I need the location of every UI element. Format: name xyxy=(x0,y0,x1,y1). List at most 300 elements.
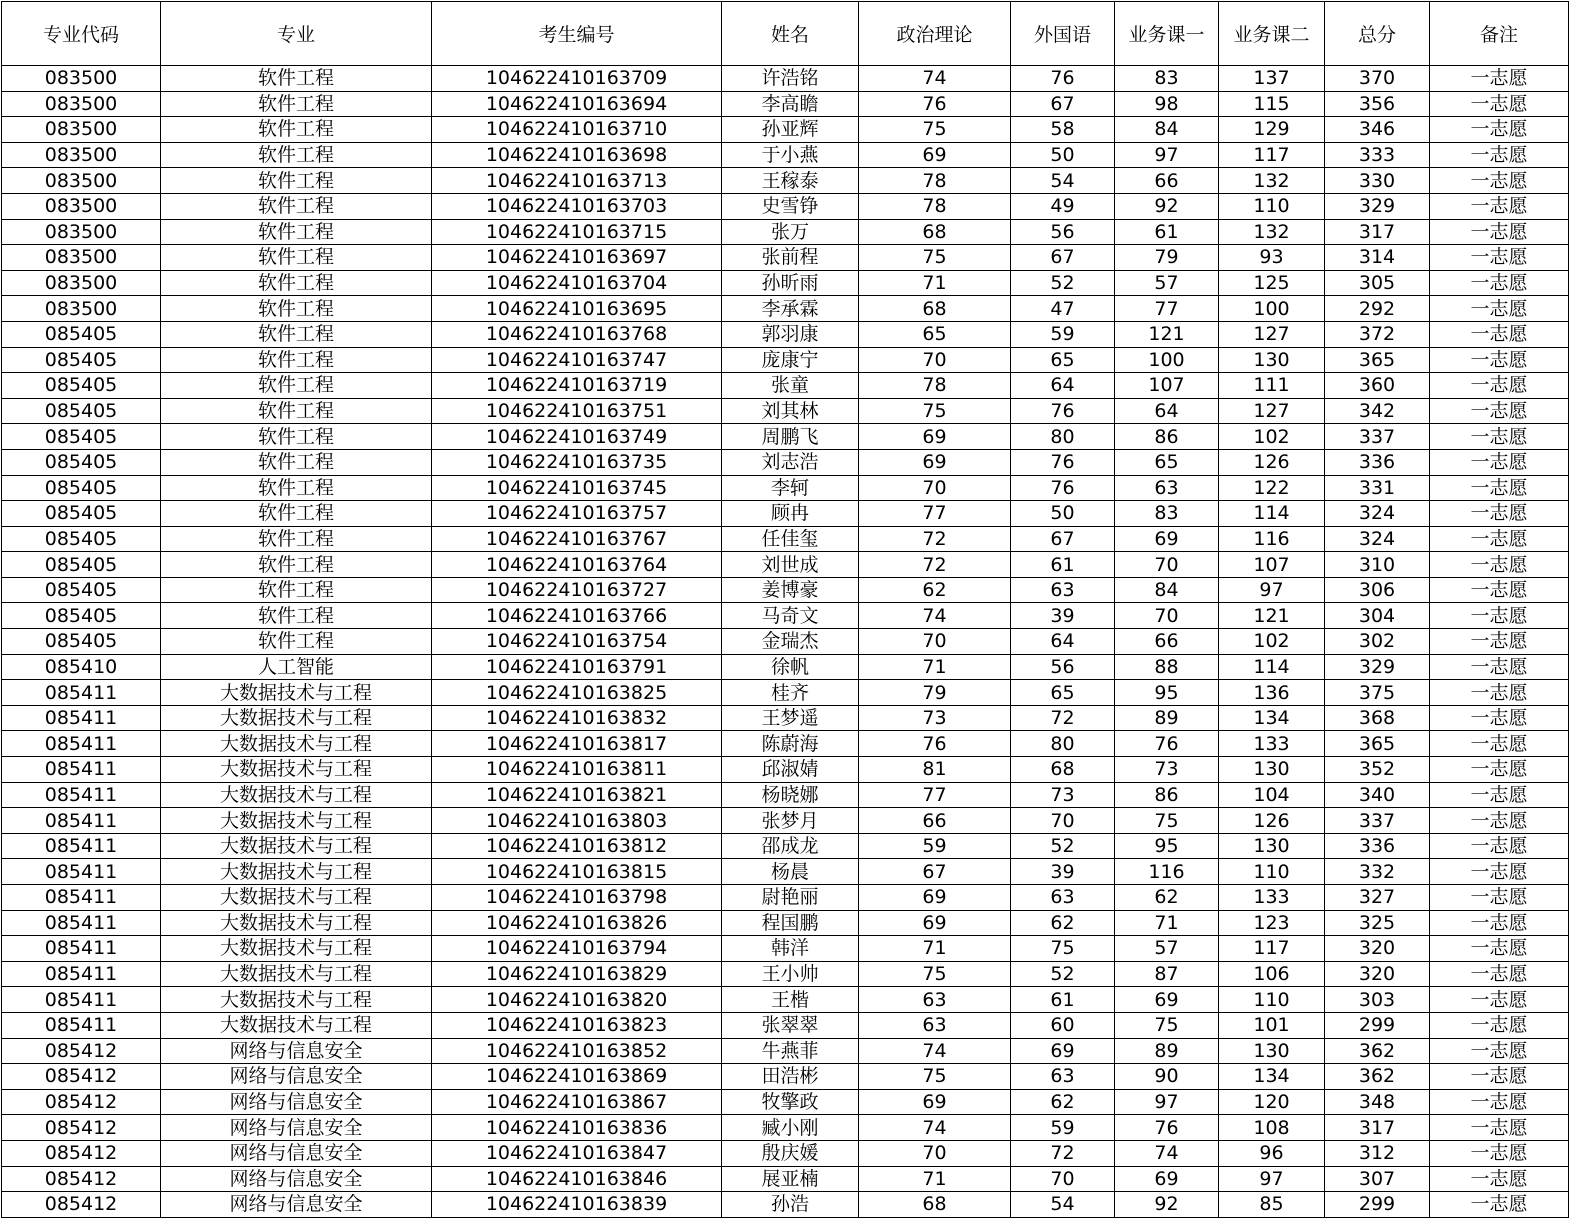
header-name: 姓名 xyxy=(722,2,859,66)
candidate-id-cell: 104622410163767 xyxy=(432,526,722,552)
major-cell: 大数据技术与工程 xyxy=(161,705,432,731)
remarks-cell: 一志愿 xyxy=(1430,936,1569,962)
subject-two-score-cell: 114 xyxy=(1219,654,1325,680)
total-score-cell: 324 xyxy=(1325,501,1430,527)
politics-score-cell: 68 xyxy=(859,296,1011,322)
subject-two-score-cell: 130 xyxy=(1219,1038,1325,1064)
politics-score-cell: 70 xyxy=(859,1140,1011,1166)
politics-score-cell: 76 xyxy=(859,731,1011,757)
subject-two-score-cell: 117 xyxy=(1219,936,1325,962)
subject-one-score-cell: 57 xyxy=(1115,270,1219,296)
major-code-cell: 083500 xyxy=(2,270,161,296)
candidate-id-cell: 104622410163812 xyxy=(432,833,722,859)
name-cell: 徐帆 xyxy=(722,654,859,680)
candidate-id-cell: 104622410163839 xyxy=(432,1192,722,1218)
politics-score-cell: 69 xyxy=(859,910,1011,936)
major-cell: 大数据技术与工程 xyxy=(161,859,432,885)
subject-two-score-cell: 108 xyxy=(1219,1115,1325,1141)
major-cell: 大数据技术与工程 xyxy=(161,885,432,911)
table-row xyxy=(2,603,1569,629)
major-code-cell: 085412 xyxy=(2,1115,161,1141)
name-cell: 郭羽康 xyxy=(722,321,859,347)
remarks-cell: 一志愿 xyxy=(1430,885,1569,911)
name-cell: 金瑞杰 xyxy=(722,629,859,655)
subject-two-score-cell: 100 xyxy=(1219,296,1325,322)
table-row xyxy=(2,1115,1569,1141)
major-code-cell: 083500 xyxy=(2,117,161,143)
total-score-cell: 324 xyxy=(1325,526,1430,552)
table-row xyxy=(2,782,1569,808)
name-cell: 许浩铭 xyxy=(722,66,859,92)
name-cell: 邵成龙 xyxy=(722,833,859,859)
subject-two-score-cell: 97 xyxy=(1219,1166,1325,1192)
subject-two-score-cell: 104 xyxy=(1219,782,1325,808)
table-row xyxy=(2,552,1569,578)
remarks-cell: 一志愿 xyxy=(1430,833,1569,859)
remarks-cell: 一志愿 xyxy=(1430,526,1569,552)
major-cell: 网络与信息安全 xyxy=(161,1089,432,1115)
candidate-id-cell: 104622410163820 xyxy=(432,987,722,1013)
remarks-cell: 一志愿 xyxy=(1430,1115,1569,1141)
name-cell: 任佳玺 xyxy=(722,526,859,552)
subject-one-score-cell: 76 xyxy=(1115,731,1219,757)
header-remarks: 备注 xyxy=(1430,2,1569,66)
table-row xyxy=(2,885,1569,911)
remarks-cell: 一志愿 xyxy=(1430,449,1569,475)
major-code-cell: 085412 xyxy=(2,1192,161,1218)
name-cell: 杨晨 xyxy=(722,859,859,885)
politics-score-cell: 78 xyxy=(859,193,1011,219)
name-cell: 韩洋 xyxy=(722,936,859,962)
politics-score-cell: 71 xyxy=(859,654,1011,680)
name-cell: 李轲 xyxy=(722,475,859,501)
subject-one-score-cell: 83 xyxy=(1115,66,1219,92)
remarks-cell: 一志愿 xyxy=(1430,680,1569,706)
candidate-id-cell: 104622410163764 xyxy=(432,552,722,578)
subject-two-score-cell: 133 xyxy=(1219,885,1325,911)
subject-one-score-cell: 66 xyxy=(1115,168,1219,194)
name-cell: 展亚楠 xyxy=(722,1166,859,1192)
subject-two-score-cell: 130 xyxy=(1219,347,1325,373)
subject-one-score-cell: 65 xyxy=(1115,449,1219,475)
politics-score-cell: 63 xyxy=(859,1012,1011,1038)
total-score-cell: 336 xyxy=(1325,449,1430,475)
subject-one-score-cell: 61 xyxy=(1115,219,1219,245)
major-code-cell: 085405 xyxy=(2,373,161,399)
candidate-id-cell: 104622410163826 xyxy=(432,910,722,936)
total-score-cell: 303 xyxy=(1325,987,1430,1013)
major-cell: 软件工程 xyxy=(161,501,432,527)
major-code-cell: 083500 xyxy=(2,142,161,168)
remarks-cell: 一志愿 xyxy=(1430,1064,1569,1090)
foreign-language-score-cell: 61 xyxy=(1011,987,1115,1013)
major-code-cell: 083500 xyxy=(2,91,161,117)
remarks-cell: 一志愿 xyxy=(1430,168,1569,194)
table-row xyxy=(2,629,1569,655)
major-cell: 软件工程 xyxy=(161,373,432,399)
name-cell: 王小帅 xyxy=(722,961,859,987)
candidate-id-cell: 104622410163704 xyxy=(432,270,722,296)
total-score-cell: 370 xyxy=(1325,66,1430,92)
candidate-id-cell: 104622410163867 xyxy=(432,1089,722,1115)
politics-score-cell: 69 xyxy=(859,449,1011,475)
candidate-id-cell: 104622410163846 xyxy=(432,1166,722,1192)
subject-two-score-cell: 111 xyxy=(1219,373,1325,399)
candidate-id-cell: 104622410163825 xyxy=(432,680,722,706)
subject-one-score-cell: 100 xyxy=(1115,347,1219,373)
table-row xyxy=(2,910,1569,936)
candidate-id-cell: 104622410163715 xyxy=(432,219,722,245)
name-cell: 王楷 xyxy=(722,987,859,1013)
major-code-cell: 083500 xyxy=(2,245,161,271)
foreign-language-score-cell: 70 xyxy=(1011,808,1115,834)
major-code-cell: 085405 xyxy=(2,552,161,578)
remarks-cell: 一志愿 xyxy=(1430,654,1569,680)
table-body xyxy=(2,66,1569,1218)
table-row xyxy=(2,961,1569,987)
major-cell: 软件工程 xyxy=(161,603,432,629)
subject-one-score-cell: 69 xyxy=(1115,526,1219,552)
table-row xyxy=(2,833,1569,859)
foreign-language-score-cell: 58 xyxy=(1011,117,1115,143)
candidate-id-cell: 104622410163694 xyxy=(432,91,722,117)
remarks-cell: 一志愿 xyxy=(1430,1089,1569,1115)
foreign-language-score-cell: 56 xyxy=(1011,219,1115,245)
table-row xyxy=(2,987,1569,1013)
politics-score-cell: 74 xyxy=(859,1038,1011,1064)
major-cell: 软件工程 xyxy=(161,91,432,117)
name-cell: 刘志浩 xyxy=(722,449,859,475)
major-code-cell: 085411 xyxy=(2,1012,161,1038)
foreign-language-score-cell: 70 xyxy=(1011,1166,1115,1192)
table-row xyxy=(2,321,1569,347)
name-cell: 李承霖 xyxy=(722,296,859,322)
foreign-language-score-cell: 52 xyxy=(1011,961,1115,987)
candidate-id-cell: 104622410163719 xyxy=(432,373,722,399)
remarks-cell: 一志愿 xyxy=(1430,961,1569,987)
name-cell: 张梦月 xyxy=(722,808,859,834)
name-cell: 史雪铮 xyxy=(722,193,859,219)
remarks-cell: 一志愿 xyxy=(1430,424,1569,450)
foreign-language-score-cell: 76 xyxy=(1011,475,1115,501)
subject-one-score-cell: 121 xyxy=(1115,321,1219,347)
major-cell: 软件工程 xyxy=(161,193,432,219)
header-candidate-id: 考生编号 xyxy=(432,2,722,66)
politics-score-cell: 62 xyxy=(859,577,1011,603)
subject-one-score-cell: 79 xyxy=(1115,245,1219,271)
remarks-cell: 一志愿 xyxy=(1430,782,1569,808)
foreign-language-score-cell: 50 xyxy=(1011,501,1115,527)
politics-score-cell: 74 xyxy=(859,603,1011,629)
total-score-cell: 305 xyxy=(1325,270,1430,296)
remarks-cell: 一志愿 xyxy=(1430,1012,1569,1038)
major-code-cell: 085411 xyxy=(2,987,161,1013)
politics-score-cell: 70 xyxy=(859,475,1011,501)
major-cell: 软件工程 xyxy=(161,117,432,143)
remarks-cell: 一志愿 xyxy=(1430,1192,1569,1218)
total-score-cell: 299 xyxy=(1325,1192,1430,1218)
subject-two-score-cell: 134 xyxy=(1219,705,1325,731)
politics-score-cell: 68 xyxy=(859,219,1011,245)
major-cell: 大数据技术与工程 xyxy=(161,936,432,962)
remarks-cell: 一志愿 xyxy=(1430,501,1569,527)
name-cell: 张前程 xyxy=(722,245,859,271)
foreign-language-score-cell: 63 xyxy=(1011,885,1115,911)
major-cell: 软件工程 xyxy=(161,449,432,475)
major-cell: 软件工程 xyxy=(161,168,432,194)
candidate-id-cell: 104622410163727 xyxy=(432,577,722,603)
subject-one-score-cell: 74 xyxy=(1115,1140,1219,1166)
major-code-cell: 085405 xyxy=(2,347,161,373)
subject-one-score-cell: 92 xyxy=(1115,1192,1219,1218)
foreign-language-score-cell: 59 xyxy=(1011,321,1115,347)
major-code-cell: 085405 xyxy=(2,629,161,655)
table-row xyxy=(2,168,1569,194)
name-cell: 周鹏飞 xyxy=(722,424,859,450)
subject-two-score-cell: 132 xyxy=(1219,168,1325,194)
major-cell: 大数据技术与工程 xyxy=(161,987,432,1013)
remarks-cell: 一志愿 xyxy=(1430,808,1569,834)
politics-score-cell: 70 xyxy=(859,347,1011,373)
subject-one-score-cell: 77 xyxy=(1115,296,1219,322)
foreign-language-score-cell: 72 xyxy=(1011,1140,1115,1166)
name-cell: 牧擎政 xyxy=(722,1089,859,1115)
candidate-id-cell: 104622410163811 xyxy=(432,757,722,783)
politics-score-cell: 71 xyxy=(859,1166,1011,1192)
table-row xyxy=(2,936,1569,962)
name-cell: 孙亚辉 xyxy=(722,117,859,143)
subject-two-score-cell: 125 xyxy=(1219,270,1325,296)
remarks-cell: 一志愿 xyxy=(1430,705,1569,731)
foreign-language-score-cell: 59 xyxy=(1011,1115,1115,1141)
candidate-id-cell: 104622410163698 xyxy=(432,142,722,168)
candidate-id-cell: 104622410163713 xyxy=(432,168,722,194)
major-code-cell: 085412 xyxy=(2,1089,161,1115)
major-cell: 软件工程 xyxy=(161,296,432,322)
table-row xyxy=(2,424,1569,450)
politics-score-cell: 66 xyxy=(859,808,1011,834)
subject-one-score-cell: 90 xyxy=(1115,1064,1219,1090)
table-row xyxy=(2,859,1569,885)
major-code-cell: 085405 xyxy=(2,603,161,629)
foreign-language-score-cell: 65 xyxy=(1011,347,1115,373)
remarks-cell: 一志愿 xyxy=(1430,552,1569,578)
subject-two-score-cell: 110 xyxy=(1219,193,1325,219)
subject-one-score-cell: 84 xyxy=(1115,577,1219,603)
remarks-cell: 一志愿 xyxy=(1430,321,1569,347)
remarks-cell: 一志愿 xyxy=(1430,66,1569,92)
major-code-cell: 083500 xyxy=(2,168,161,194)
major-cell: 大数据技术与工程 xyxy=(161,833,432,859)
major-cell: 人工智能 xyxy=(161,654,432,680)
remarks-cell: 一志愿 xyxy=(1430,859,1569,885)
major-code-cell: 085405 xyxy=(2,424,161,450)
major-cell: 大数据技术与工程 xyxy=(161,680,432,706)
name-cell: 张翠翠 xyxy=(722,1012,859,1038)
candidate-id-cell: 104622410163852 xyxy=(432,1038,722,1064)
major-code-cell: 083500 xyxy=(2,193,161,219)
table-row xyxy=(2,526,1569,552)
table-row xyxy=(2,117,1569,143)
major-cell: 大数据技术与工程 xyxy=(161,808,432,834)
candidate-id-cell: 104622410163735 xyxy=(432,449,722,475)
major-cell: 软件工程 xyxy=(161,475,432,501)
foreign-language-score-cell: 76 xyxy=(1011,66,1115,92)
major-cell: 软件工程 xyxy=(161,577,432,603)
remarks-cell: 一志愿 xyxy=(1430,193,1569,219)
remarks-cell: 一志愿 xyxy=(1430,142,1569,168)
foreign-language-score-cell: 68 xyxy=(1011,757,1115,783)
name-cell: 杨晓娜 xyxy=(722,782,859,808)
major-code-cell: 085410 xyxy=(2,654,161,680)
total-score-cell: 368 xyxy=(1325,705,1430,731)
major-cell: 软件工程 xyxy=(161,66,432,92)
name-cell: 田浩彬 xyxy=(722,1064,859,1090)
header-subject-two: 业务课二 xyxy=(1219,2,1325,66)
remarks-cell: 一志愿 xyxy=(1430,245,1569,271)
foreign-language-score-cell: 54 xyxy=(1011,1192,1115,1218)
candidate-id-cell: 104622410163794 xyxy=(432,936,722,962)
remarks-cell: 一志愿 xyxy=(1430,577,1569,603)
politics-score-cell: 68 xyxy=(859,1192,1011,1218)
foreign-language-score-cell: 65 xyxy=(1011,680,1115,706)
remarks-cell: 一志愿 xyxy=(1430,629,1569,655)
foreign-language-score-cell: 64 xyxy=(1011,629,1115,655)
subject-two-score-cell: 121 xyxy=(1219,603,1325,629)
subject-one-score-cell: 64 xyxy=(1115,398,1219,424)
politics-score-cell: 74 xyxy=(859,1115,1011,1141)
subject-two-score-cell: 132 xyxy=(1219,219,1325,245)
candidate-id-cell: 104622410163847 xyxy=(432,1140,722,1166)
table-row xyxy=(2,731,1569,757)
subject-one-score-cell: 73 xyxy=(1115,757,1219,783)
candidate-id-cell: 104622410163768 xyxy=(432,321,722,347)
table-row xyxy=(2,475,1569,501)
politics-score-cell: 75 xyxy=(859,961,1011,987)
name-cell: 于小燕 xyxy=(722,142,859,168)
table-row xyxy=(2,808,1569,834)
politics-score-cell: 73 xyxy=(859,705,1011,731)
subject-one-score-cell: 98 xyxy=(1115,91,1219,117)
foreign-language-score-cell: 76 xyxy=(1011,449,1115,475)
major-code-cell: 085411 xyxy=(2,833,161,859)
total-score-cell: 342 xyxy=(1325,398,1430,424)
subject-two-score-cell: 110 xyxy=(1219,987,1325,1013)
foreign-language-score-cell: 67 xyxy=(1011,526,1115,552)
politics-score-cell: 67 xyxy=(859,859,1011,885)
remarks-cell: 一志愿 xyxy=(1430,987,1569,1013)
foreign-language-score-cell: 52 xyxy=(1011,833,1115,859)
major-code-cell: 085411 xyxy=(2,757,161,783)
table-row xyxy=(2,373,1569,399)
total-score-cell: 292 xyxy=(1325,296,1430,322)
subject-one-score-cell: 75 xyxy=(1115,1012,1219,1038)
politics-score-cell: 81 xyxy=(859,757,1011,783)
major-code-cell: 085411 xyxy=(2,705,161,731)
name-cell: 牛燕菲 xyxy=(722,1038,859,1064)
foreign-language-score-cell: 52 xyxy=(1011,270,1115,296)
total-score-cell: 329 xyxy=(1325,654,1430,680)
candidate-id-cell: 104622410163754 xyxy=(432,629,722,655)
foreign-language-score-cell: 39 xyxy=(1011,603,1115,629)
subject-one-score-cell: 97 xyxy=(1115,142,1219,168)
major-cell: 软件工程 xyxy=(161,629,432,655)
politics-score-cell: 75 xyxy=(859,1064,1011,1090)
name-cell: 姜博豪 xyxy=(722,577,859,603)
major-code-cell: 085412 xyxy=(2,1038,161,1064)
politics-score-cell: 63 xyxy=(859,987,1011,1013)
header-subject-one: 业务课一 xyxy=(1115,2,1219,66)
subject-two-score-cell: 126 xyxy=(1219,449,1325,475)
candidate-id-cell: 104622410163709 xyxy=(432,66,722,92)
major-code-cell: 083500 xyxy=(2,219,161,245)
subject-one-score-cell: 97 xyxy=(1115,1089,1219,1115)
total-score-cell: 299 xyxy=(1325,1012,1430,1038)
name-cell: 王梦遥 xyxy=(722,705,859,731)
total-score-cell: 302 xyxy=(1325,629,1430,655)
total-score-cell: 317 xyxy=(1325,1115,1430,1141)
major-code-cell: 085411 xyxy=(2,680,161,706)
major-code-cell: 085405 xyxy=(2,577,161,603)
subject-one-score-cell: 62 xyxy=(1115,885,1219,911)
foreign-language-score-cell: 69 xyxy=(1011,1038,1115,1064)
candidate-id-cell: 104622410163745 xyxy=(432,475,722,501)
subject-two-score-cell: 106 xyxy=(1219,961,1325,987)
table-row xyxy=(2,398,1569,424)
subject-two-score-cell: 101 xyxy=(1219,1012,1325,1038)
name-cell: 尉艳丽 xyxy=(722,885,859,911)
major-code-cell: 085411 xyxy=(2,859,161,885)
subject-two-score-cell: 130 xyxy=(1219,757,1325,783)
table-row xyxy=(2,219,1569,245)
major-code-cell: 085405 xyxy=(2,526,161,552)
politics-score-cell: 79 xyxy=(859,680,1011,706)
remarks-cell: 一志愿 xyxy=(1430,219,1569,245)
subject-one-score-cell: 89 xyxy=(1115,1038,1219,1064)
subject-two-score-cell: 126 xyxy=(1219,808,1325,834)
total-score-cell: 348 xyxy=(1325,1089,1430,1115)
table-row xyxy=(2,1089,1569,1115)
total-score-cell: 320 xyxy=(1325,961,1430,987)
name-cell: 王稼泰 xyxy=(722,168,859,194)
table-row xyxy=(2,296,1569,322)
foreign-language-score-cell: 39 xyxy=(1011,859,1115,885)
subject-one-score-cell: 70 xyxy=(1115,552,1219,578)
total-score-cell: 304 xyxy=(1325,603,1430,629)
major-code-cell: 085405 xyxy=(2,501,161,527)
politics-score-cell: 71 xyxy=(859,936,1011,962)
subject-one-score-cell: 86 xyxy=(1115,424,1219,450)
table-row xyxy=(2,654,1569,680)
candidate-id-cell: 104622410163710 xyxy=(432,117,722,143)
major-cell: 大数据技术与工程 xyxy=(161,961,432,987)
politics-score-cell: 75 xyxy=(859,245,1011,271)
candidate-id-cell: 104622410163757 xyxy=(432,501,722,527)
total-score-cell: 365 xyxy=(1325,731,1430,757)
candidate-id-cell: 104622410163815 xyxy=(432,859,722,885)
header-major: 专业 xyxy=(161,2,432,66)
total-score-cell: 362 xyxy=(1325,1064,1430,1090)
major-cell: 大数据技术与工程 xyxy=(161,731,432,757)
candidate-id-cell: 104622410163832 xyxy=(432,705,722,731)
major-code-cell: 085411 xyxy=(2,910,161,936)
subject-two-score-cell: 137 xyxy=(1219,66,1325,92)
foreign-language-score-cell: 47 xyxy=(1011,296,1115,322)
table-row xyxy=(2,1038,1569,1064)
total-score-cell: 375 xyxy=(1325,680,1430,706)
subject-one-score-cell: 86 xyxy=(1115,782,1219,808)
total-score-cell: 333 xyxy=(1325,142,1430,168)
